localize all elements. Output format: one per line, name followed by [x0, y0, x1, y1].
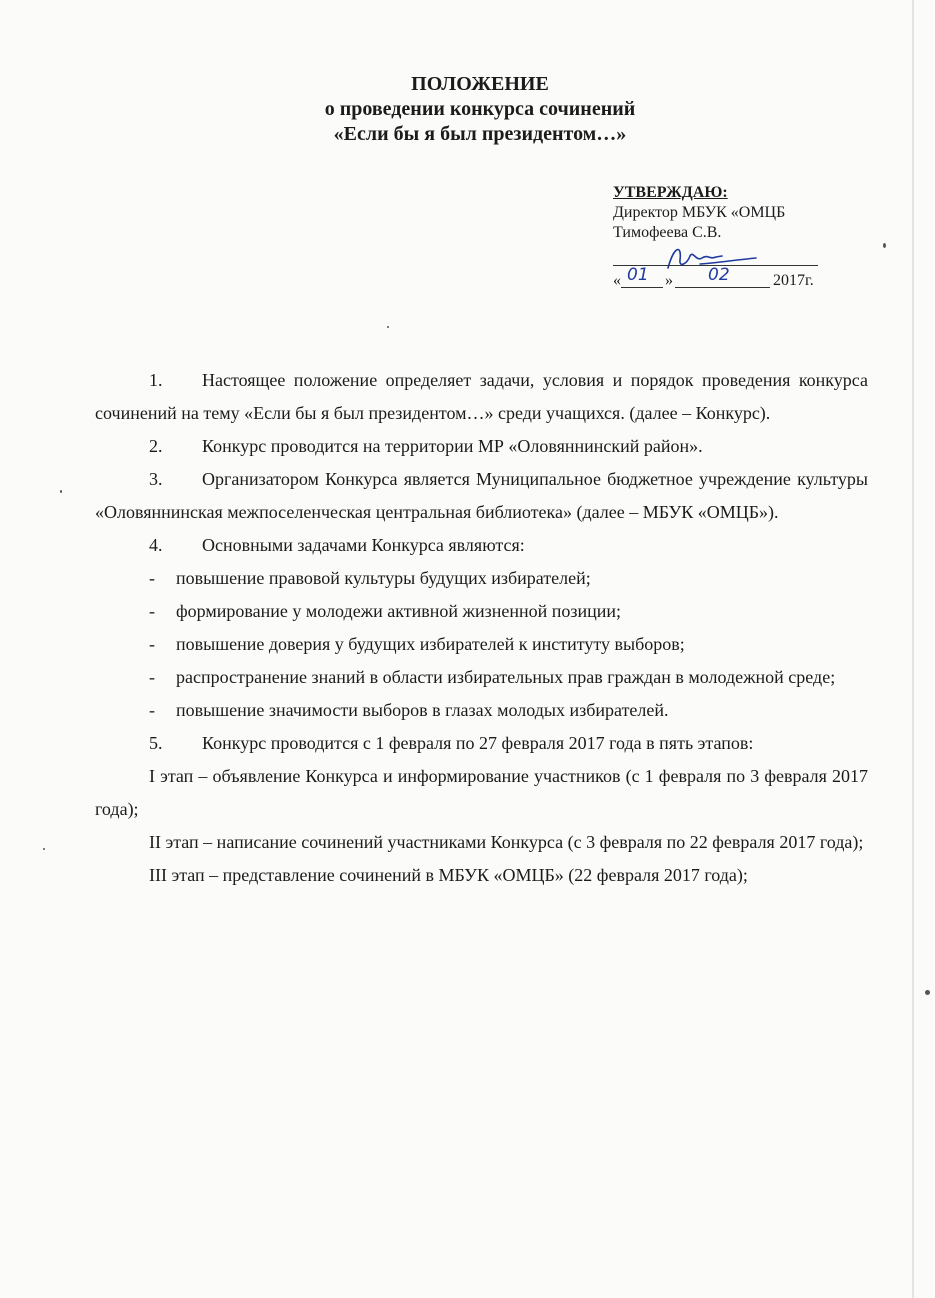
approval-position: Директор МБУК «ОМЦБ: [613, 204, 786, 221]
date-year: 2017г.: [773, 272, 814, 289]
document-subtitle-1: о проведении конкурса сочинений: [324, 98, 636, 120]
scan-speck: [43, 848, 45, 850]
scan-speck: [60, 490, 62, 493]
month-underline: [675, 287, 770, 288]
clause-2: 2. Конкурс проводится на территории МР «Оловяннинский район».: [149, 436, 703, 456]
scan-speck: [883, 243, 886, 248]
approval-name: Тимофеева С.В.: [613, 224, 722, 241]
clause-3: 3. Организатором Конкурса является Муниципальное бюджетное учреждение культуры «Оловяннинская межпоселенческая центральная библиотека» (далее – МБУК «ОМЦБ»).: [95, 469, 868, 522]
task-bullet: - распространение знаний в области избирательных прав граждан в молодежной среде;: [149, 667, 836, 687]
scan-speck: [387, 326, 389, 328]
clause-4: 4. Основными задачами Конкурса являются:: [149, 535, 525, 555]
date-open-quote: «: [613, 272, 621, 289]
task-bullet: - повышение доверия у будущих избирателей к институту выборов;: [149, 634, 685, 654]
task-bullet: - повышение значимости выборов в глазах молодых избирателей.: [149, 700, 669, 720]
date-month-handwritten: 02: [708, 265, 730, 285]
date-day-handwritten: 01: [627, 265, 649, 285]
document-body: [95, 364, 868, 892]
clause-5: 5. Конкурс проводится с 1 февраля по 27 февраля 2017 года в пять этапов:: [149, 733, 754, 753]
approval-date: [613, 265, 853, 292]
stage-2: II этап – написание сочинений участниками Конкурса (с 3 февраля по 22 февраля 2017 года);: [149, 832, 864, 852]
title-block: [200, 72, 760, 147]
document-title: ПОЛОЖЕНИЕ: [411, 73, 549, 95]
date-close-quote: »: [665, 272, 673, 289]
day-underline: [621, 287, 663, 288]
scan-edge: [912, 0, 914, 1298]
task-bullet: - повышение правовой культуры будущих избирателей;: [149, 568, 591, 588]
scan-speck: [925, 990, 930, 995]
stage-3: III этап – представление сочинений в МБУК «ОМЦБ» (22 февраля 2017 года);: [149, 865, 748, 885]
stage-1: I этап – объявление Конкурса и информирование участников (с 1 февраля по 3 февраля 2017 года);: [95, 766, 868, 819]
document-subtitle-2: «Если бы я был президентом…»: [333, 123, 627, 145]
task-bullet: - формирование у молодежи активной жизненной позиции;: [149, 601, 621, 621]
clause-1: 1. Настоящее положение определяет задачи, условия и порядок проведения конкурса сочинений на тему «Если бы я был президентом…» среди учащихся. (далее – Конкурс).: [95, 370, 868, 423]
approval-heading: УТВЕРЖДАЮ:: [613, 184, 728, 201]
approval-block: [613, 183, 785, 243]
